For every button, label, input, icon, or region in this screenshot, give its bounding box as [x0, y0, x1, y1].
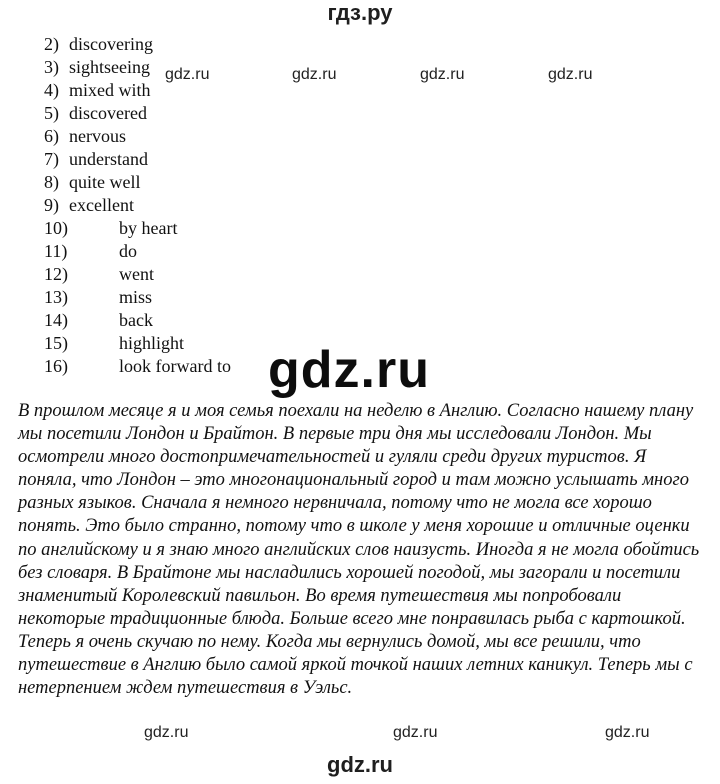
answer-number: 7): [44, 149, 59, 169]
answer-text: discovering: [69, 34, 153, 54]
answer-text: by heart: [119, 218, 178, 238]
answer-text: went: [119, 264, 154, 284]
watermark: gdz.ru: [292, 66, 337, 83]
answer-text: excellent: [69, 195, 134, 215]
answer-number: 14): [44, 310, 68, 330]
answer-number: 13): [44, 287, 68, 307]
answer-number: 9): [44, 195, 59, 215]
answer-list: [44, 33, 231, 378]
answer-number: 16): [44, 356, 68, 376]
watermark: gdz.ru: [165, 66, 210, 83]
answer-number: 8): [44, 172, 59, 192]
answer-number: 12): [44, 264, 68, 284]
footer-watermark: gdz.ru: [327, 752, 393, 777]
watermark: gdz.ru: [605, 724, 650, 741]
answer-item: [44, 217, 231, 240]
answer-item: [44, 355, 231, 378]
answer-item: [44, 194, 231, 217]
watermark: gdz.ru: [144, 724, 189, 741]
translation-text: В прошлом месяце я и моя семья поехали на неделю в Англию. Согласно нашему плану мы посетили Лондон и Брайтон. В первые три дня мы исследовали Лондон. Мы осмотрели много достопримечательностей и гуляли среди других туристов. Я поняла, что Лондон – это многонациональный город и там можно услышать много разных языков. Сначала я немного нервничала, потому что не могла все хорошо понять. Это было странно, потому что в школе у меня хорошие и отличные оценки по английскому и я знаю много английских слов наизусть. Иногда я не могла обойтись без словаря. В Брайтоне мы насладились хорошей погодой, мы загорали и посетили знаменитый Королевский павильон. Во время путешествия мы попробовали некоторые традиционные блюда. Больше всего мне понравилась рыба с картошкой. Теперь я очень скучаю по нему. Когда мы вернулись домой, мы все решили, что путешествие в Англию было самой яркой точкой наших летних каникул. Теперь мы с нетерпением ждем путешествия в Уэльс.: [18, 401, 700, 699]
answer-item: [44, 102, 231, 125]
answer-item: [44, 286, 231, 309]
answer-text: discovered: [69, 103, 147, 123]
watermark: gdz.ru: [548, 66, 593, 83]
answer-text: back: [119, 310, 153, 330]
watermark: gdz.ru: [393, 724, 438, 741]
answer-number: 10): [44, 218, 68, 238]
answer-number: 2): [44, 34, 59, 54]
answer-text: quite well: [69, 172, 141, 192]
answer-item: [44, 171, 231, 194]
answer-text: mixed with: [69, 80, 151, 100]
answer-item: [44, 332, 231, 355]
answer-item: [44, 263, 231, 286]
answer-item: [44, 148, 231, 171]
answer-text: understand: [69, 149, 148, 169]
answer-number: 15): [44, 333, 68, 353]
answer-item: [44, 309, 231, 332]
answer-text: nervous: [69, 126, 126, 146]
answer-item: [44, 125, 231, 148]
answer-text: do: [119, 241, 137, 261]
answer-number: 6): [44, 126, 59, 146]
answer-item: [44, 33, 231, 56]
answer-number: 4): [44, 80, 59, 100]
watermark: gdz.ru: [420, 66, 465, 83]
answer-text: highlight: [119, 333, 185, 353]
answer-number: 11): [44, 241, 68, 261]
answer-number: 3): [44, 57, 59, 77]
large-watermark: gdz.ru: [268, 341, 430, 399]
answer-item: [44, 240, 231, 263]
site-header: гдз.ру: [327, 0, 393, 25]
answer-text: miss: [119, 287, 153, 307]
answer-number: 5): [44, 103, 59, 123]
answer-text: sightseeing: [69, 57, 150, 77]
answer-text: look forward to: [119, 356, 231, 376]
